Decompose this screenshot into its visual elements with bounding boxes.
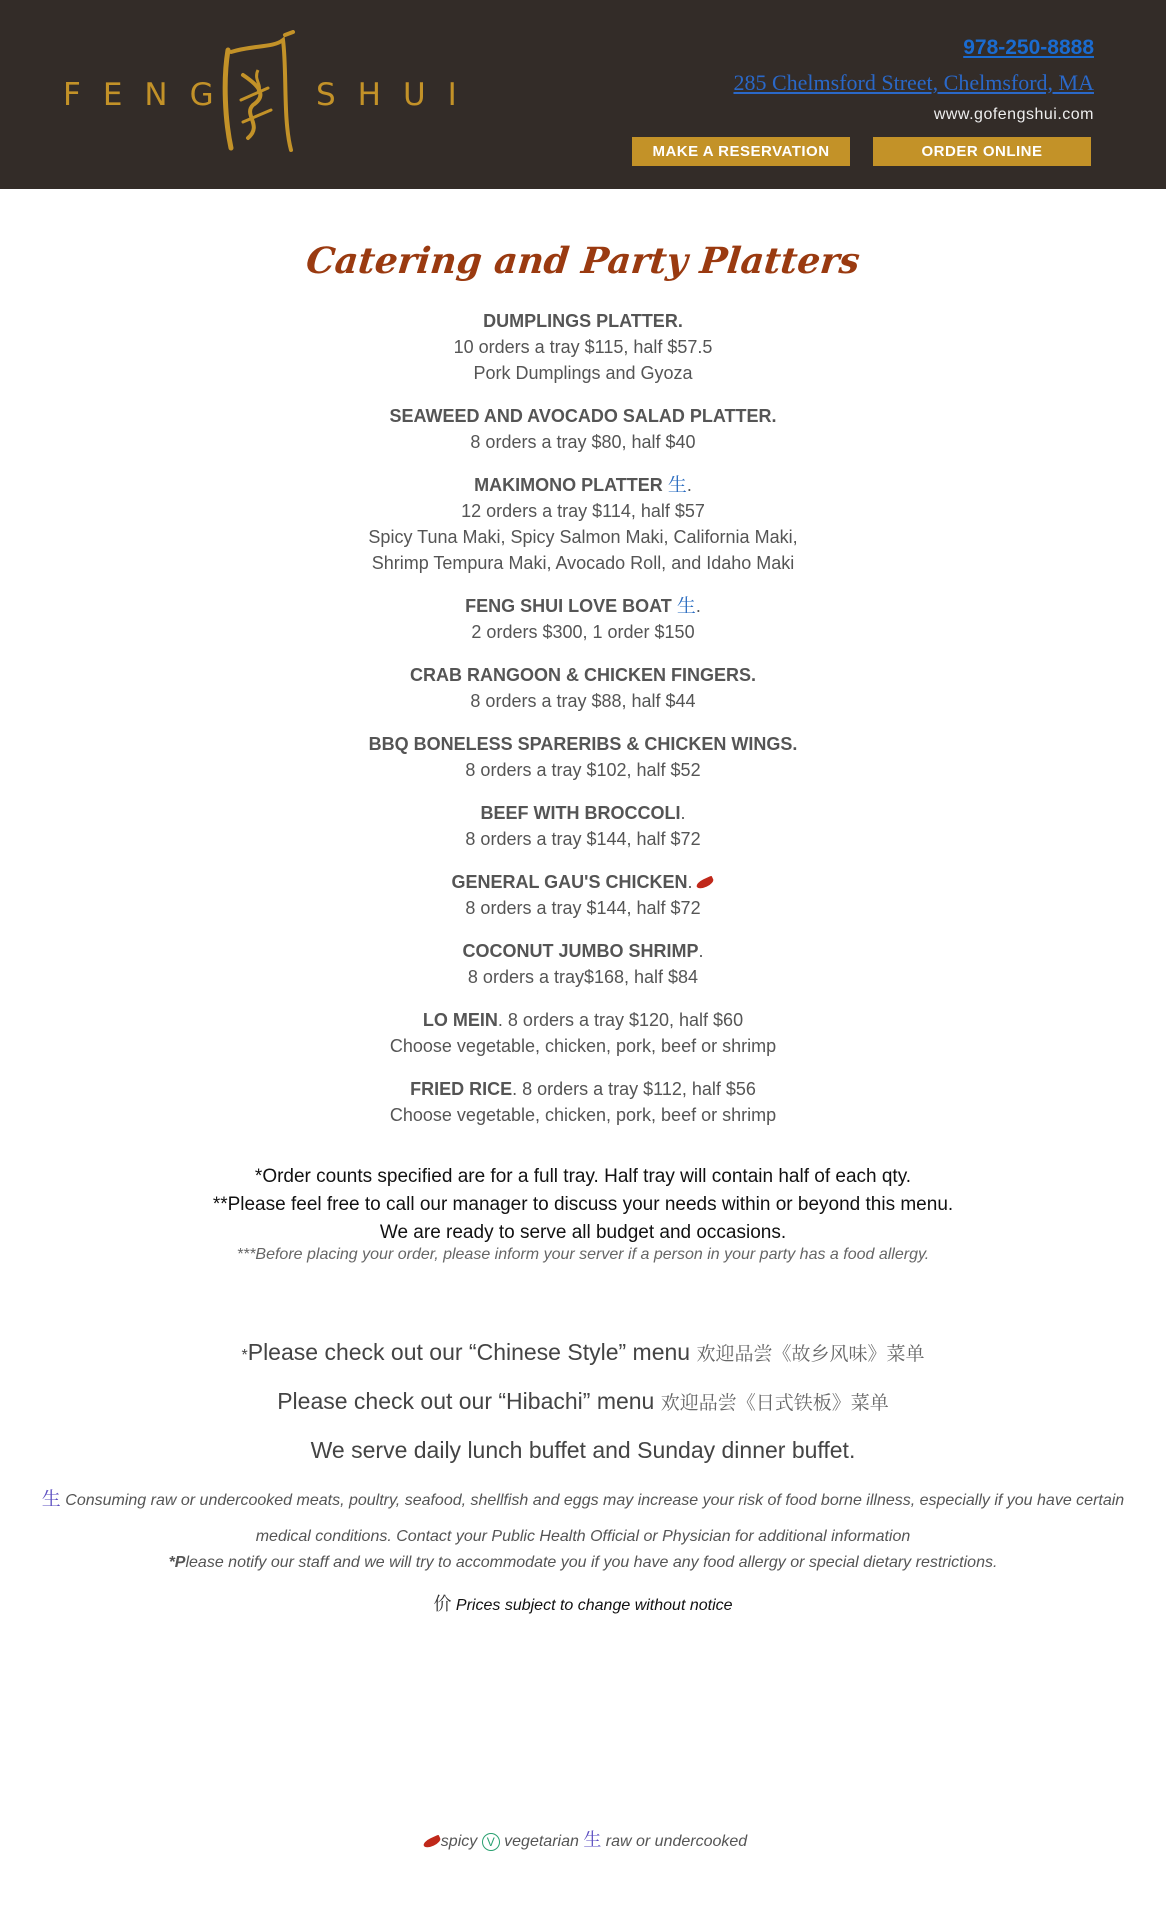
note-line: *Order counts specified are for a full tray. Half tray will contain half of each qty. (254, 1166, 912, 1187)
raw-mark-icon: 生 (41, 1489, 61, 1510)
legend-spicy: spicy (440, 1833, 478, 1850)
disclaimer-text: Consuming raw or undercooked meats, poultry, seafood, shellfish and eggs may increase your risk of food borne illness, especially if you have certain medical conditions. Contact your Public Health Official or Physician for additional information (65, 1492, 1125, 1545)
make-reservation-button[interactable]: MAKE A RESERVATION (632, 137, 850, 166)
menu-item (0, 472, 1166, 576)
logo-word-left: FENG (63, 77, 236, 113)
menu-item-heading (0, 800, 1166, 826)
vegetarian-icon: V (482, 1833, 500, 1851)
menu-item-heading (0, 1007, 1166, 1033)
menu-item-price: . 8 orders a tray $112, half $56 (512, 1079, 756, 1099)
menu-item-heading (0, 403, 1166, 429)
fish-calligraphy-icon (213, 30, 303, 165)
menu-item (0, 1076, 1166, 1128)
menu-item (0, 938, 1166, 990)
price-notice (0, 1590, 1166, 1616)
order-notes (0, 1163, 1166, 1247)
legend-raw: raw or undercooked (605, 1833, 748, 1850)
menu-item-detail: 8 orders a tray$168, half $84 (467, 967, 699, 987)
hibachi-cn: 欢迎品尝《日式铁板》菜单 (660, 1392, 889, 1414)
menu-item-detail: Shrimp Tempura Maki, Avocado Roll, and Idaho Maki (371, 553, 795, 573)
raw-food-disclaimer (40, 1482, 1126, 1555)
menu-item-detail: 12 orders a tray $114, half $57 (461, 501, 705, 521)
phone-link[interactable]: 978-250-8888 (963, 36, 1094, 59)
menu-item (0, 308, 1166, 386)
menu-item-heading (0, 1076, 1166, 1102)
menu-item-suffix: . (686, 475, 692, 495)
menu-item-name: CRAB RANGOON & CHICKEN FINGERS. (409, 665, 756, 685)
menu-item (0, 403, 1166, 455)
hibachi-menu-link[interactable] (0, 1388, 1166, 1415)
menu-item-name: GENERAL GAU'S CHICKEN (451, 872, 688, 892)
order-online-button[interactable]: ORDER ONLINE (873, 137, 1091, 166)
menu-item-heading (0, 472, 1166, 498)
price-notice-text: Prices subject to change without notice (455, 1597, 733, 1614)
menu-item (0, 1007, 1166, 1059)
menu-item-detail: Pork Dumplings and Gyoza (473, 363, 693, 383)
legend-vegetarian: vegetarian (504, 1833, 579, 1850)
hibachi-text: Please check out our “Hibachi” menu (277, 1388, 655, 1414)
menu-item (0, 662, 1166, 714)
menu-item-heading (0, 308, 1166, 334)
menu-item-detail: Choose vegetable, chicken, pork, beef or shrimp (389, 1105, 777, 1125)
menu-item-name: BEEF WITH BROCCOLI (480, 803, 681, 823)
menu-item-detail: 2 orders $300, 1 order $150 (471, 622, 695, 642)
chinese-style-text: Please check out our “Chinese Style” menu (247, 1339, 691, 1365)
menu-item (0, 800, 1166, 852)
raw-mark-icon: 生 (667, 474, 687, 496)
menu-item-detail: 8 orders a tray $102, half $52 (465, 760, 701, 780)
chili-pepper-icon (696, 876, 716, 891)
menu-item (0, 593, 1166, 645)
buffet-text: We serve daily lunch buffet and Sunday dinner buffet. (310, 1437, 856, 1463)
menu-item-suffix: . (698, 941, 704, 961)
menu-item-name: MAKIMONO PLATTER (474, 475, 663, 495)
menu-item-detail: Spicy Tuna Maki, Spicy Salmon Maki, California Maki, (368, 527, 798, 547)
menu-item (0, 869, 1166, 921)
menu-item-name: FENG SHUI LOVE BOAT (465, 596, 672, 616)
feng-shui-logo[interactable] (63, 30, 479, 165)
menu-item-name: FRIED RICE (410, 1079, 513, 1099)
price-mark-icon: 价 (433, 1594, 452, 1614)
menu-item-heading (0, 593, 1166, 619)
site-header (0, 0, 1166, 189)
raw-mark-icon: 生 (583, 1830, 602, 1850)
chinese-style-menu-link[interactable] (0, 1339, 1166, 1366)
menu-item-detail: 10 orders a tray $115, half $57.5 (453, 337, 713, 357)
platter-menu (0, 308, 1166, 1145)
menu-item-heading (0, 662, 1166, 688)
menu-item-detail: 8 orders a tray $88, half $44 (470, 691, 696, 711)
chili-pepper-icon (422, 1834, 442, 1849)
menu-item-name: COCONUT JUMBO SHRIMP (462, 941, 699, 961)
legend (0, 1826, 1166, 1852)
dietary-notice (0, 1554, 1166, 1572)
menu-item-detail: 8 orders a tray $144, half $72 (465, 829, 701, 849)
menu-item-name: SEAWEED AND AVOCADO SALAD PLATTER. (389, 406, 777, 426)
chinese-style-cn: 欢迎品尝《故乡风味》菜单 (696, 1343, 925, 1365)
notice-bold: *P (168, 1554, 186, 1571)
menu-item-detail: 8 orders a tray $80, half $40 (470, 432, 696, 452)
menu-item-price: . 8 orders a tray $120, half $60 (497, 1010, 744, 1030)
address-link[interactable]: 285 Chelmsford Street, Chelmsford, MA (733, 70, 1094, 95)
menu-item-suffix: . (695, 596, 701, 616)
menu-item-heading (0, 731, 1166, 757)
notice-text: lease notify our staff and we will try to accommodate you if you have any food allergy or special dietary restrictions. (185, 1554, 998, 1571)
raw-mark-icon: 生 (676, 595, 696, 617)
logo-word-right: SHUI (316, 77, 479, 113)
menu-item-heading (0, 938, 1166, 964)
website-text: www.gofengshui.com (933, 106, 1094, 123)
menu-item-detail: Choose vegetable, chicken, pork, beef or shrimp (389, 1036, 777, 1056)
note-line: We are ready to serve all budget and occasions. (379, 1222, 787, 1243)
note-line: **Please feel free to call our manager to discuss your needs within or beyond this menu. (212, 1194, 954, 1215)
menu-item-name: BBQ BONELESS SPARERIBS & CHICKEN WINGS. (368, 734, 798, 754)
menu-item-name: DUMPLINGS PLATTER. (483, 311, 683, 331)
menu-item-name: LO MEIN (422, 1010, 498, 1030)
menu-item-suffix: . (687, 872, 693, 892)
menu-item (0, 731, 1166, 783)
menu-item-detail: 8 orders a tray $144, half $72 (465, 898, 701, 918)
menu-item-suffix: . (680, 803, 686, 823)
allergy-note: ***Before placing your order, please inform your server if a person in your party has a food allergy. (236, 1246, 930, 1263)
page-title: Catering and Party Platters (304, 240, 862, 282)
asterisk: * (241, 1347, 248, 1364)
menu-item-heading (0, 869, 1166, 895)
